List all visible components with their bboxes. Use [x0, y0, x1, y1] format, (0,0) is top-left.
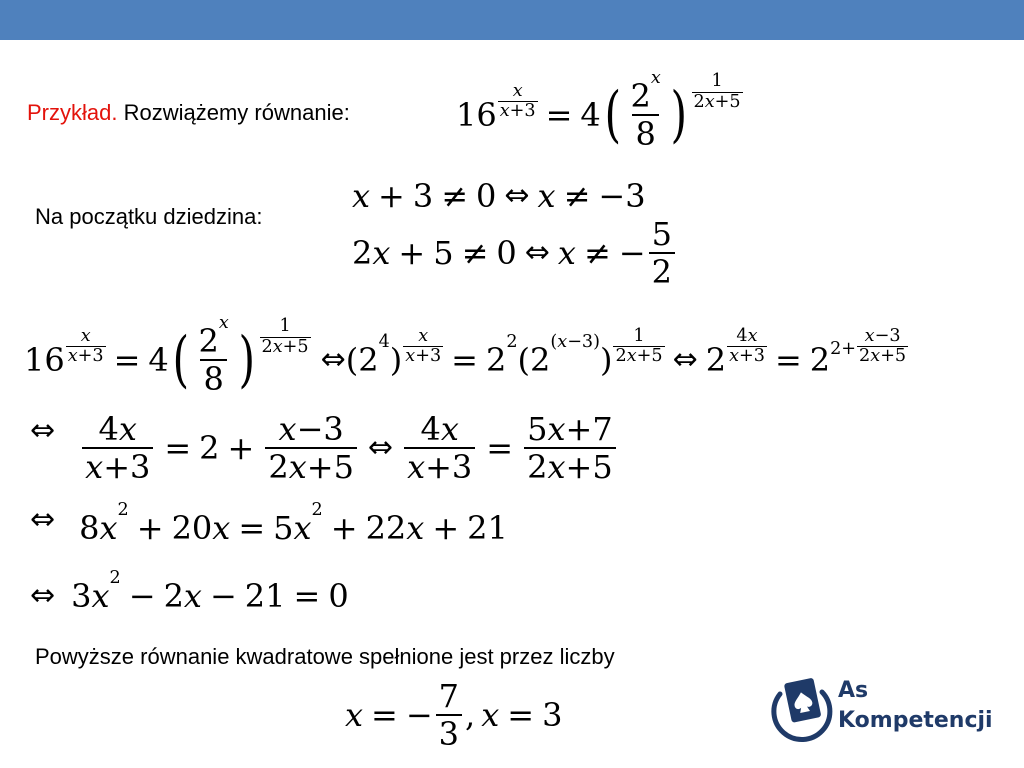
step-3: ⇔ 8x2 + 20x = 5x2 + 22x + 21 — [30, 500, 508, 547]
step-4: ⇔ 3x2 − 2x − 21 = 0 — [30, 568, 349, 615]
domain-label: Na początku dziedzina: — [35, 204, 263, 229]
domain-eq-2: 2x + 5 ≠ 0 ⇔ x ≠ − $\frac{5}{2}$ — [352, 218, 678, 288]
intro-text: Rozwiążemy równanie: — [123, 100, 350, 125]
conclusion-text: Powyższe równanie kwadratowe spełnione jest przez liczby — [35, 644, 615, 669]
solution: x = − $\frac{7}{3}$ , x = 3 — [345, 677, 563, 753]
logo-line-1: As — [838, 678, 869, 703]
header-bar — [0, 0, 1024, 40]
example-label: Przykład. — [27, 100, 118, 125]
intro-line — [27, 100, 350, 126]
step-1: 16 $\frac{x}{x+3}$ = 4 ( $\frac{2x}{8}$ ) $\frac{1}{2x+5}$ ⇔ (24) $\frac{x}{x+3}$ = 22 (2(x−3)) $\frac{1}{2x+5}$ ⇔ 2 $\frac{4x}{x+3}$ = 2 2+ $\frac{x-3}{2x+5}$ — [24, 313, 907, 398]
equation-main: 16 $\frac{x}{x+3}$ = 4 ( $\frac{2x}{8}$ ) $\frac{1}{2x+5}$ — [456, 68, 741, 153]
step-2: ⇔ $\frac{4x}{x+3}$ = 2 + $\frac{x-3}{2x+5}$ ⇔ $\frac{4x}{x+3}$ = $\frac{5x+7}{2x+5}$ — [30, 408, 619, 488]
spade-card-icon — [770, 672, 836, 744]
domain-eq-1: x + 3 ≠ 0 ⇔ x ≠ −3 — [352, 177, 646, 215]
logo — [770, 672, 1000, 748]
logo-line-2: Kompetencji — [838, 708, 993, 733]
